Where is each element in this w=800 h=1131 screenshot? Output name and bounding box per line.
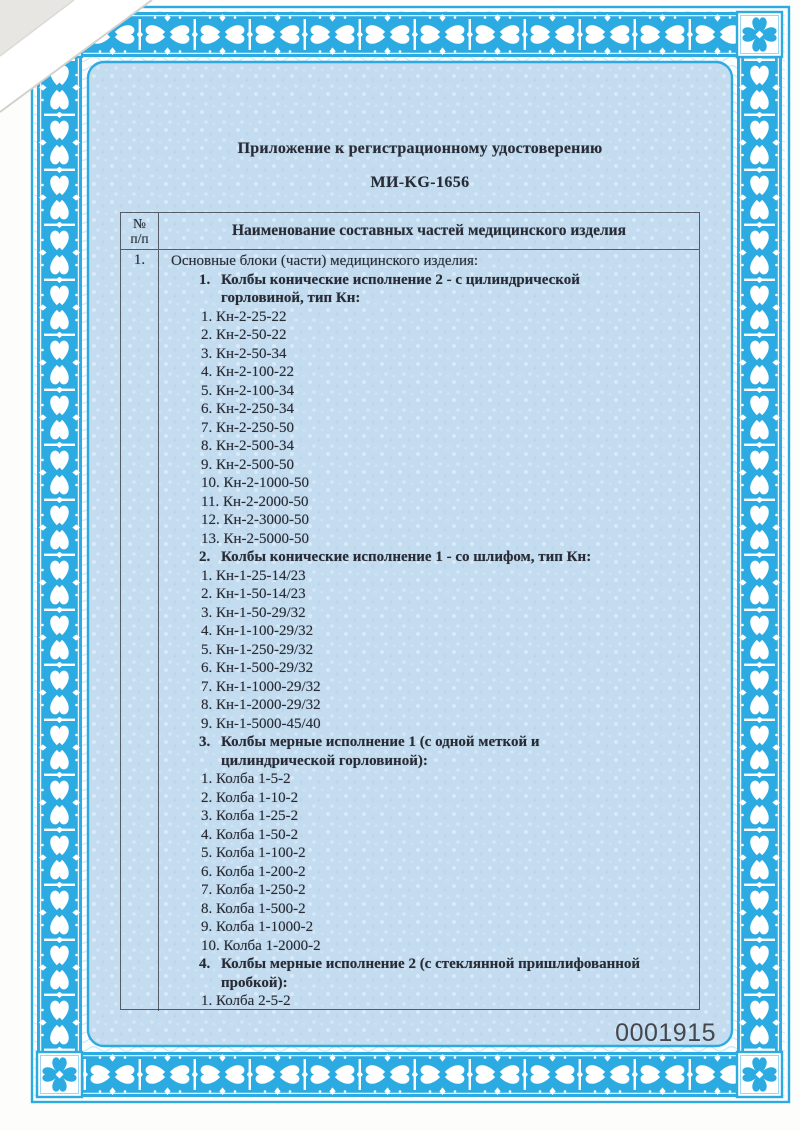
component-item: 6. Колба 1-200-2: [201, 863, 306, 880]
col-header-name: Наименование составных частей медицинского изделия: [159, 213, 699, 250]
row-number: 1.: [121, 250, 159, 1011]
section-title: Колбы конические исполнение 2 - с цилиндрической горловиной, тип Кн:: [221, 271, 580, 306]
row-content: [159, 250, 699, 1011]
component-item: 6. Кн-2-250-34: [201, 401, 295, 417]
component-item: 2. Колба 1-10-2: [201, 789, 299, 806]
component-item: 7. Кн-1-1000-29/32: [201, 678, 321, 695]
component-item: 9. Кн-2-500-50: [201, 456, 295, 473]
col-header-num-line1: №: [133, 216, 146, 231]
component-section-heading: [171, 955, 695, 992]
section-number: 1.: [199, 271, 211, 288]
component-section-heading: [171, 271, 695, 308]
component-item: 4. Колба 1-50-2: [201, 826, 299, 843]
component-item: 5. Колба 1-100-2: [201, 845, 306, 861]
component-item: 4. Кн-2-100-22: [201, 364, 295, 380]
section-title: Колбы конические исполнение 1 - со шлифом, тип Кн:: [221, 549, 592, 565]
serial-number: 0001915: [615, 1019, 716, 1047]
component-item: 1. Кн-2-25-22: [201, 308, 287, 325]
title-registration-number: МИ-KG-1656: [370, 174, 470, 191]
col-header-num: [121, 213, 159, 250]
component-item: 8. Кн-2-500-34: [201, 438, 295, 454]
component-item: 7. Колба 1-250-2: [201, 882, 306, 898]
component-item: 10. Колба 1-2000-2: [201, 937, 321, 954]
component-item: 2. Кн-1-50-14/23: [201, 586, 306, 602]
title-appendix: Приложение к регистрационному удостоверению: [237, 140, 603, 157]
component-item: 9. Колба 1-1000-2: [201, 919, 314, 935]
component-item: 4. Кн-1-100-29/32: [201, 623, 314, 639]
component-item: 1. Колба 1-5-2: [201, 771, 291, 787]
component-item: 3. Кн-1-50-29/32: [201, 604, 306, 621]
section-number: 3.: [199, 734, 211, 750]
sections-list: [171, 271, 695, 1011]
component-item: 3. Колба 1-25-2: [201, 808, 299, 824]
component-item: 6. Кн-1-500-29/32: [201, 660, 314, 676]
folded-corner-artifact: [0, 0, 210, 170]
component-item: 13. Кн-2-5000-50: [201, 530, 310, 547]
component-item: 7. Кн-2-250-50: [201, 419, 295, 436]
component-item: 9. Кн-1-5000-45/40: [201, 715, 321, 732]
component-item: 3. Кн-2-50-34: [201, 345, 287, 362]
component-item: 5. Кн-2-100-34: [201, 382, 295, 399]
component-section-heading: [171, 733, 695, 770]
component-item: 1. Кн-1-25-14/23: [201, 567, 306, 584]
row-intro: Основные блоки (части) медицинского изделия:: [171, 253, 479, 269]
col-header-num-line2: п/п: [130, 231, 149, 246]
component-item: 12. Кн-2-3000-50: [201, 512, 310, 528]
component-item: 8. Кн-1-2000-29/32: [201, 697, 321, 713]
components-table: [120, 212, 700, 1010]
section-number: 4.: [199, 956, 211, 972]
section-title: Колбы мерные исполнение 2 (с стеклянной пришлифованной пробкой):: [221, 956, 641, 991]
component-item: 8. Колба 1-500-2: [201, 900, 306, 917]
section-title: Колбы мерные исполнение 1 (с одной меткой и цилиндрической горловиной):: [221, 734, 540, 769]
component-item: 10. Кн-2-1000-50: [201, 475, 310, 491]
component-item: 11. Кн-2-2000-50: [201, 493, 309, 510]
component-section-heading: [171, 548, 695, 567]
section-number: 2.: [199, 549, 211, 565]
component-item: 1. Колба 2-5-2: [201, 993, 291, 1009]
component-item: 2. Кн-2-50-22: [201, 327, 287, 343]
component-item: 5. Кн-1-250-29/32: [201, 641, 314, 658]
